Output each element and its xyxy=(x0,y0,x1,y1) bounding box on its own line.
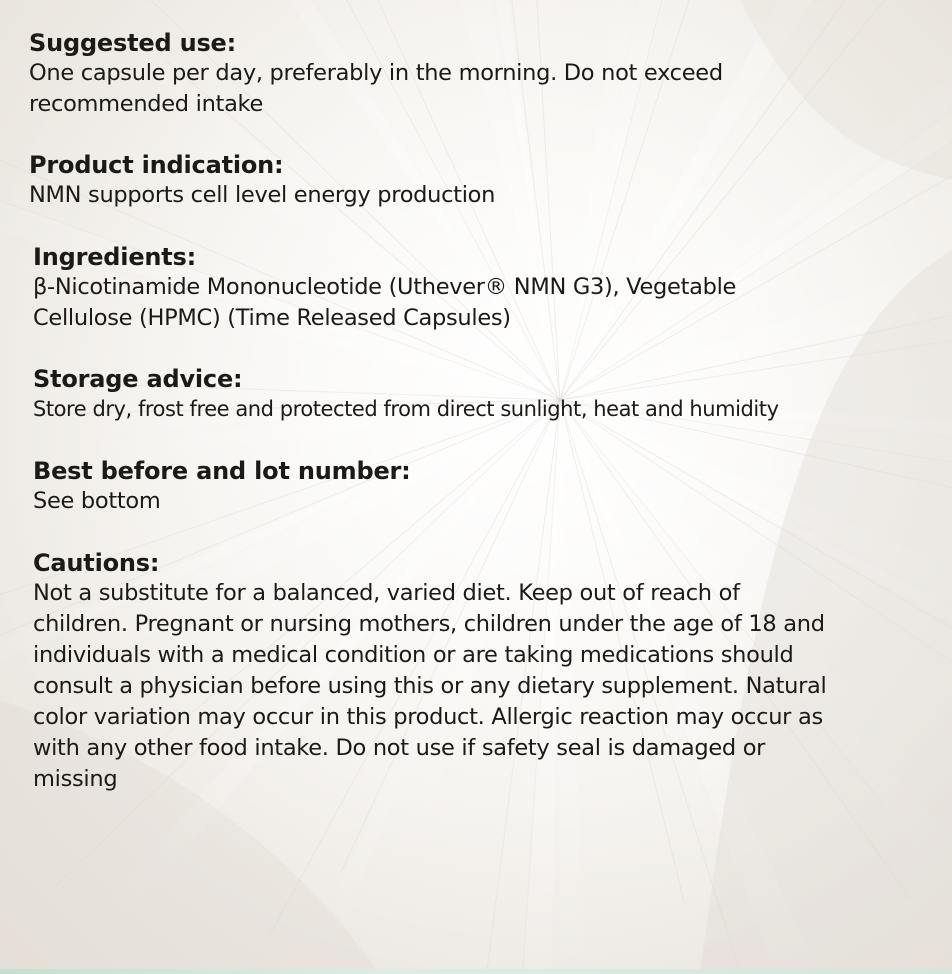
section-heading: Best before and lot number: xyxy=(33,457,411,485)
section-heading: Suggested use: xyxy=(29,29,237,57)
body-line: consult a physician before using this or any dietary supplement. Natural xyxy=(33,673,827,699)
body-line: Cellulose (HPMC) (Time Released Capsules) xyxy=(33,305,511,331)
section-product-indication xyxy=(29,150,929,211)
body-line: with any other food intake. Do not use if safety seal is damaged or xyxy=(33,735,766,761)
section-ingredients xyxy=(33,242,933,334)
section-storage-advice xyxy=(33,364,933,425)
section-body xyxy=(33,578,933,795)
section-body xyxy=(33,272,933,334)
body-line: missing xyxy=(33,766,118,792)
body-line: One capsule per day, preferably in the morning. Do not exceed xyxy=(29,60,723,86)
section-body xyxy=(29,180,929,211)
body-line: recommended intake xyxy=(29,91,264,117)
section-body xyxy=(29,58,929,120)
body-line: children. Pregnant or nursing mothers, children under the age of 18 and xyxy=(33,611,825,637)
section-heading: Storage advice: xyxy=(33,365,243,393)
section-heading: Cautions: xyxy=(33,549,160,577)
body-line: See bottom xyxy=(33,488,161,514)
section-suggested-use xyxy=(29,28,929,120)
section-cautions xyxy=(33,548,933,795)
section-heading: Ingredients: xyxy=(33,243,197,271)
body-line: Not a substitute for a balanced, varied diet. Keep out of reach of xyxy=(33,580,740,606)
body-line: β-Nicotinamide Mononucleotide (Uthever® NMN G3), Vegetable xyxy=(33,274,737,300)
section-best-before xyxy=(33,456,933,517)
body-line: color variation may occur in this product. Allergic reaction may occur as xyxy=(33,704,823,730)
section-heading: Product indication: xyxy=(29,151,284,179)
body-line: Store dry, frost free and protected from direct sunlight, heat and humidity xyxy=(33,397,779,421)
section-body xyxy=(33,394,933,425)
body-line: individuals with a medical condition or are taking medications should xyxy=(33,642,794,668)
bottom-accent-strip xyxy=(0,969,952,974)
section-body xyxy=(33,486,933,517)
body-line: NMN supports cell level energy production xyxy=(29,182,496,208)
